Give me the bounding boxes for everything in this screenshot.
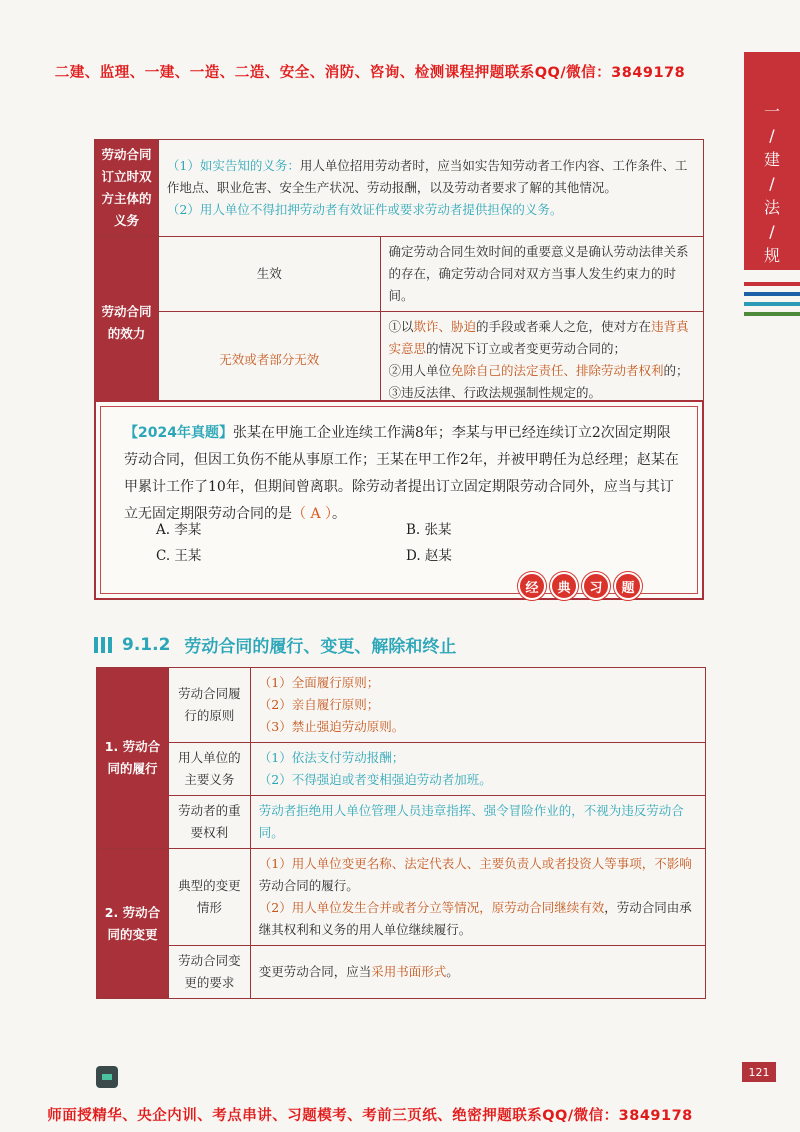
stripe [744,282,800,286]
worker-text: 劳动者拒绝用人单位管理人员违章指挥、强令冒险作业的，不视为违反劳动合同。 [250,796,705,849]
color-stripes [744,282,800,322]
perform-head: 1. 劳动合同的履行 [97,668,169,849]
page-number: 121 [742,1062,776,1082]
option-b: B. 张某 [406,522,452,538]
req-text [250,946,705,999]
invalid-item2-c: 的； [663,363,689,378]
side-tab-char: 建 [763,150,780,169]
typical2-b: 原劳动合同继续有效 [491,900,605,915]
question-body: 张某在甲施工企业连续工作满8年；李某与甲已经连续订立2次固定期限劳动合同，但因工负伤不能从事原工作；王某在甲工作2年，并被甲聘任为总经理；赵某在甲累计工作了10年，但期间曾离职。除劳动者提出订立固定期限劳动合同外，应当与其订立无固定期限劳动合同的是 [124,425,679,522]
obligation-cell [158,140,703,237]
principle-item: （1）全面履行原则； [258,675,380,690]
effective-label: 生效 [158,237,380,312]
invalid-item1-d: 违背真实意思 [388,319,689,356]
section-number: 9.1.2 [122,634,171,655]
top-contact-banner: 二建、监理、一建、一造、二造、安全、消防、咨询、检测课程押题联系QQ/微信：3849178 [54,65,686,81]
classic-exercise-ribbon [518,572,642,600]
side-tab-char: 法 [763,198,780,217]
typical-list [250,849,705,946]
stripe [744,312,800,316]
validity-head: 劳动合同的效力 [95,237,159,409]
side-tab-char: / [769,222,775,241]
principle-item: （2）亲自履行原则； [258,697,380,712]
bottom-contact-banner: 师面授精华、央企内训、考点串讲、习题模考、考前三页纸、绝密押题联系QQ/微信：3849178 [47,1108,693,1124]
ribbon-char: 典 [550,572,578,600]
invalid-item1-b: 欺诈、胁迫 [413,319,477,334]
typical1-a: （1）用人单位变更名称、法定代表人、主要负责人或者投资人等事项， [258,856,655,871]
question-end: 。 [332,506,347,522]
obligation-line2: （2）用人单位不得扣押劳动者有效证件或要求劳动者提供担保的义务。 [166,202,563,217]
typical1-b: 不影响 [654,856,692,871]
obligation-head: 劳动合同订立时双方主体的义务 [95,140,159,237]
principles-list [250,668,705,743]
section-title: 劳动合同的履行、变更、解除和终止 [184,637,457,657]
typical2-a: （2）用人单位发生合并或者分立等情况， [258,900,492,915]
section-heading [94,632,456,657]
option-c: C. 王某 [156,548,202,564]
corner-logo-icon [96,1066,118,1088]
req-b: 采用书面形式 [371,964,447,979]
chapter-side-tab [744,52,800,270]
exam-question-box [94,400,704,600]
side-tab-char: 规 [763,246,780,265]
employer-list [250,743,705,796]
performance-table [96,667,706,999]
option-d: D. 赵某 [406,548,452,564]
side-tab-char: / [769,174,775,193]
question-tag: 【2024年真题】 [124,425,233,441]
employer-item: （2）不得强迫或者变相强迫劳动者加班。 [258,772,492,787]
principles-label: 劳动合同履行的原则 [168,668,250,743]
question-text [124,420,684,528]
effective-text: 确定劳动合同生效时间的重要意义是确认劳动法律关系的存在，确定劳动合同对双方当事人发生约束力的时间。 [380,237,703,312]
ribbon-char: 习 [582,572,610,600]
ribbon-char: 经 [518,572,546,600]
req-a: 变更劳动合同，应当 [258,964,372,979]
invalid-item1-c: 的手段或者乘人之危，使对方在 [476,319,652,334]
req-label: 劳动合同变更的要求 [168,946,250,999]
invalid-item2-b: 免除自己的法定责任、排除劳动者权利 [451,363,664,378]
invalid-item1-e: 的情况下订立或者变更劳动合同的； [426,341,627,356]
employer-label: 用人单位的主要义务 [168,743,250,796]
typical-label: 典型的变更情形 [168,849,250,946]
principle-item: （3）禁止强迫劳动原则。 [258,719,405,734]
section-bars-icon [94,637,112,653]
obligation-label: （1）如实告知的义务： [166,158,300,173]
typical2-c: ，劳动合同由承继其权利和义务的用人单位继续履行。 [258,900,692,937]
question-answer: （ A ） [292,506,333,522]
stripe [744,302,800,306]
stripe [744,292,800,296]
invalid-item3: ③违反法律、行政法规强制性规定的。 [388,385,602,400]
invalid-item2-a: ②用人单位 [388,363,452,378]
req-c: 。 [446,964,459,979]
side-tab-char: 一 [763,102,780,121]
contract-table [94,139,704,409]
employer-item: （1）依法支付劳动报酬； [258,750,405,765]
worker-label: 劳动者的重要权利 [168,796,250,849]
side-tab-char: / [769,126,775,145]
invalid-items [380,312,703,409]
typical1-c: 劳动合同的履行。 [258,878,359,893]
ribbon-char: 题 [614,572,642,600]
option-a: A. 李某 [156,522,202,538]
change-head: 2. 劳动合同的变更 [97,849,169,999]
invalid-item1-a: ①以 [388,319,414,334]
obligation-text: 用人单位招用劳动者时，应当如实告知劳动者工作内容、工作条件、工作地点、职业危害、安全生产状况、劳动报酬，以及劳动者要求了解的其他情况。 [166,158,688,195]
invalid-label: 无效或者部分无效 [158,312,380,409]
